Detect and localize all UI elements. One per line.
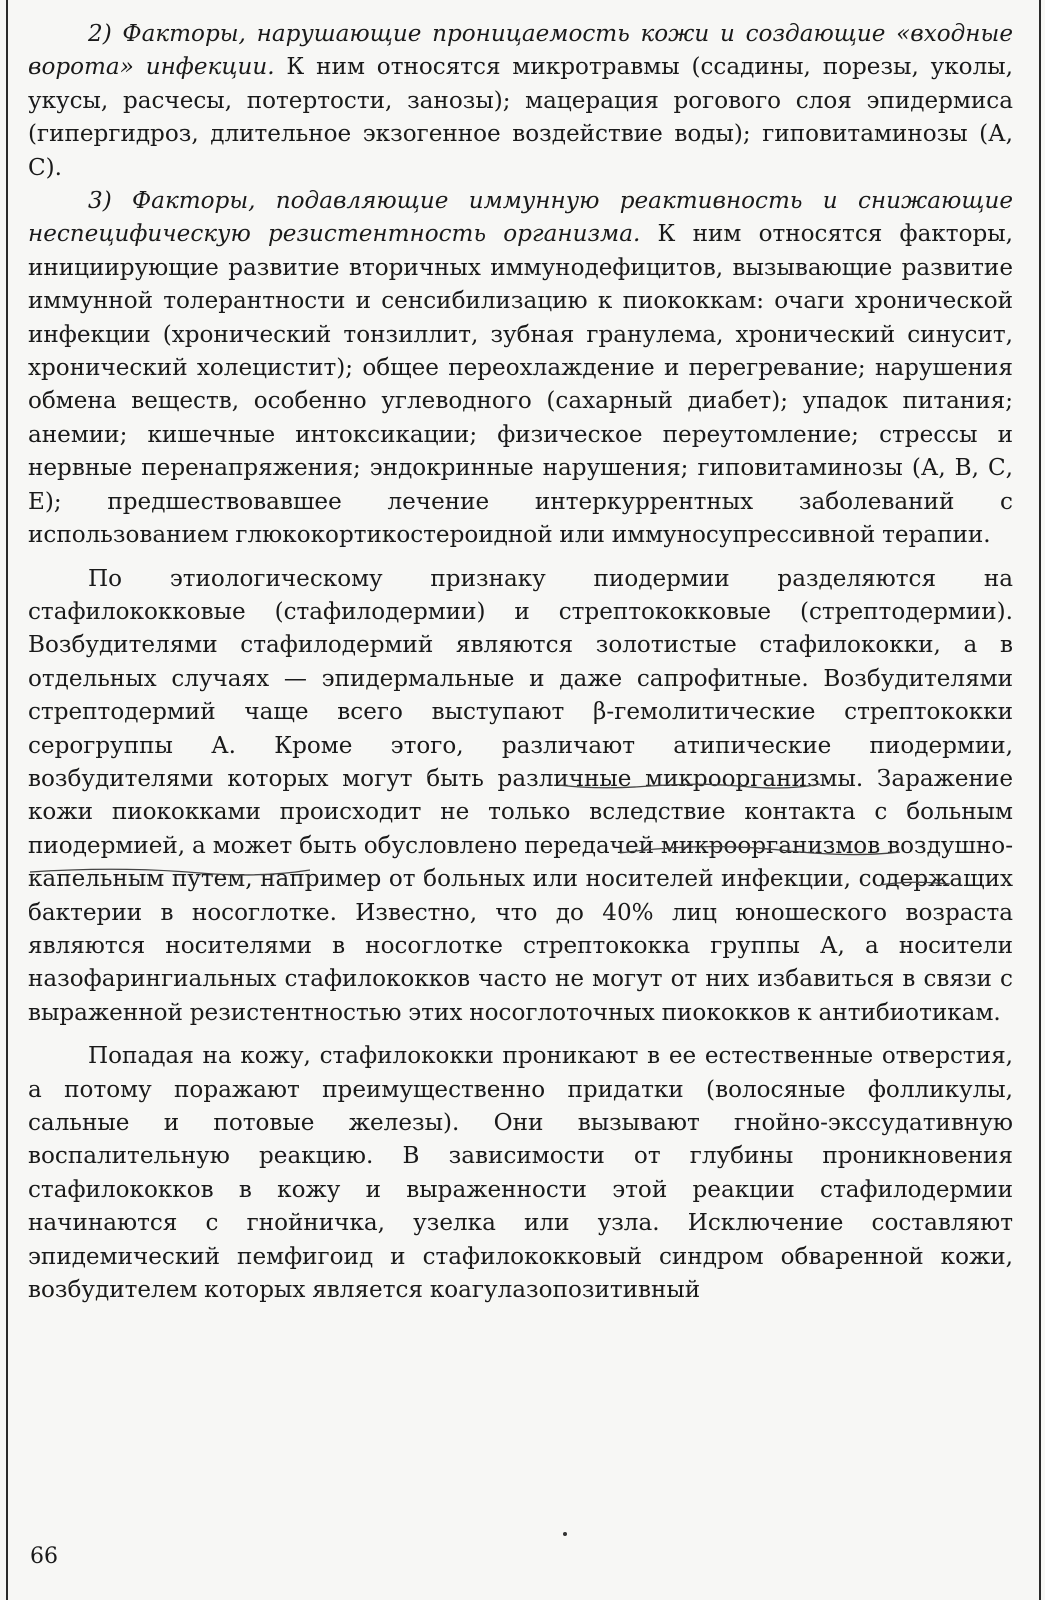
paragraph-heading: 2) Факторы, нарушающие проницаемость кожи и создающие «входные ворота» инфекции. bbox=[28, 21, 1013, 81]
paragraph-factors-skin-permeability bbox=[28, 18, 1013, 185]
paragraph-heading: 3) Факторы, подавляющие иммунную реактивность и снижающие неспецифическую резистентность организма. bbox=[28, 188, 1013, 248]
paragraph-text: К ним относятся микротравмы (ссадины, порезы, уколы, укусы, расчесы, потертости, занозы); мацерация рогового слоя эпидермиса (гипергидроз, длительное экзогенное воздействие воды); гиповитаминозы (А, С). bbox=[28, 54, 1013, 181]
page-number: 66 bbox=[30, 1544, 58, 1569]
paragraph-factors-immune-suppression bbox=[28, 185, 1013, 552]
page-left-edge bbox=[6, 0, 8, 1600]
paragraph-text: К ним относятся факторы, инициирующие развитие вторичных иммунодефицитов, вызывающие развитие иммунной толерантности и сенсибилизацию к пиококкам: очаги хронической инфекции (хронический тонзиллит, зубная гранулема, хронический синусит, хронический холецистит); общее переохлаждение и перегревание; нарушения обмена веществ, особенно углеводного (сахарный диабет); упадок питания; анемии; кишечные интоксикации; физическое переутомление; стрессы и нервные перенапряжения; эндокринные нарушения; гиповитаминозы (А, В, С, Е); предшествовавшее лечение интеркуррентных заболеваний с использованием глюкокортикостероидной или иммуносупрессивной терапии. bbox=[28, 221, 1013, 549]
page-right-edge bbox=[1039, 0, 1041, 1600]
paragraph-etiology: По этиологическому признаку пиодермии разделяются на стафилококковые (стафилодермии) и стрептококковые (стрептодермии). Возбудителями стафилодермий являются золотистые стафилококки, а в отдельных случаях — эпидермальные и даже сапрофитные. Возбудителями стрептодермий чаще всего выступают β-гемолитические стрептококки серогруппы А. Кроме этого, различают атипические пиодермии, возбудителями которых могут быть различные микроорганизмы. Заражение кожи пиококками происходит не только вследствие контакта с больным пиодермией, а может быть обусловлено передачей микроорганизмов воздушно-капельным путем, например от больных или носителей инфекции, содержащих бактерии в носоглотке. Известно, что до 40% лиц юношеского возраста являются носителями в носоглотке стрептококка группы А, а носители назофарингиальных стафилококков часто не могут от них избавиться в связи с выраженной резистентностью этих носоглоточных пиококков к антибиотикам. bbox=[28, 565, 1013, 1026]
page-body bbox=[28, 18, 1013, 1307]
print-speck bbox=[563, 1532, 567, 1536]
paragraph-staphylococci: Попадая на кожу, стафилококки проникают в ее естественные отверстия, а потому поражают преимущественно придатки (волосяные фолликулы, сальные и потовые железы). Они вызывают гнойно-экссудативную воспалительную реакцию. В зависимости от глубины проникновения стафилококков в кожу и выраженности этой реакции стафилодермии начинаются с гнойничка, узелка или узла. Исключение составляют эпидемический пемфигоид и стафилококковый синдром обваренной кожи, возбудителем которых является коагулазопозитивный bbox=[28, 1043, 1013, 1304]
